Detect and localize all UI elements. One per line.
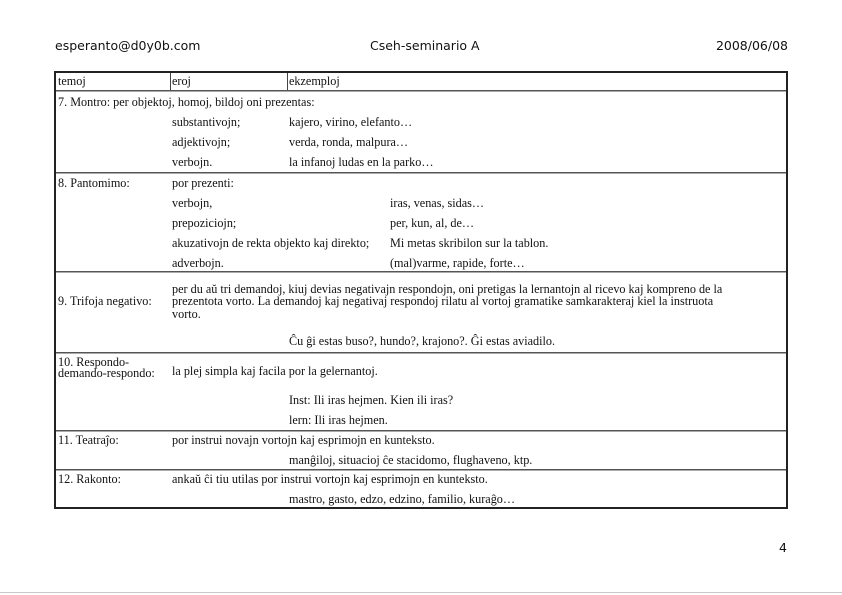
ero: adverbojn. xyxy=(172,256,224,270)
table-row-respondo-demando-respondo xyxy=(56,353,786,431)
ekzemplo: verda, ronda, malpura… xyxy=(289,135,409,149)
ekzemplo: lern: Ili iras hejmen. xyxy=(289,413,388,427)
section-description: ankaŭ ĉi tiu utilas por instrui vortojn kaj esprimojn en kunteksto. xyxy=(172,472,488,486)
ero: adjektivojn; xyxy=(172,135,231,149)
page-bottom-rule xyxy=(0,592,842,593)
section-title: 9. Trifoja negativo: xyxy=(58,294,152,308)
section-description: la plej simpla kaj facila por la gelernantoj. xyxy=(172,364,378,378)
ero: verbojn. xyxy=(172,155,213,169)
section-description: por instrui novajn vortojn kaj esprimojn en kunteksto. xyxy=(172,433,435,447)
ekzemplo: per, kun, al, de… xyxy=(390,216,475,230)
ekzemplo: mastro, gasto, edzo, edzino, familio, kuraĝo… xyxy=(289,492,516,506)
ekzemplo: la infanoj ludas en la parko… xyxy=(289,155,434,169)
description-line: prezentota vorto. La demandoj kaj negativaj respondoj rilatu al vortoj gramatike samkarakteraj kiel la instruota xyxy=(172,294,714,308)
description-line: per du aŭ tri demandoj, kiuj devias negativajn respondojn, oni pretigas la lernantojn al ricevo kaj kompreno de la xyxy=(172,282,723,296)
column-header-eroj: eroj xyxy=(172,74,191,88)
section-title: 12. Rakonto: xyxy=(58,472,121,486)
section-title-line: demando-respondo: xyxy=(58,366,155,380)
ekzemplo: Mi metas skribilon sur la tablon. xyxy=(390,236,549,250)
section-title-line: 10. Respondo- xyxy=(58,355,130,369)
section-title: 8. Pantomimo: xyxy=(58,176,130,190)
table-row-rakonto xyxy=(56,470,786,507)
header-title: Cseh-seminario A xyxy=(370,38,480,53)
ero: prepoziciojn; xyxy=(172,216,237,230)
ekzemplo: iras, venas, sidas… xyxy=(390,196,485,210)
lesson-table xyxy=(54,71,788,509)
ekzemplo: kajero, virino, elefanto… xyxy=(289,115,413,129)
header-date: 2008/06/08 xyxy=(715,38,788,53)
column-header-temoj: temoj xyxy=(58,74,86,88)
page-number: 4 xyxy=(779,540,787,555)
table-row-montro xyxy=(56,91,786,173)
ero: akuzativojn de rekta objekto kaj direkto; xyxy=(172,236,370,250)
table-header-row xyxy=(56,73,786,91)
section-title: 7. Montro: per objektoj, homoj, bildoj oni prezentas: xyxy=(58,95,315,109)
section-title: 11. Teatraĵo: xyxy=(58,433,119,447)
table-row-teatrajo xyxy=(56,431,786,470)
ekzemplo: Inst: Ili iras hejmen. Kien ili iras? xyxy=(289,393,454,407)
column-divider xyxy=(287,73,288,90)
description-line: vorto. xyxy=(172,307,201,321)
ero: substantivojn; xyxy=(172,115,241,129)
column-header-ekzemploj: ekzemploj xyxy=(289,74,340,88)
ekzemplo: manĝiloj, situacioj ĉe stacidomo, flughaveno, ktp. xyxy=(289,453,533,467)
table-row-pantomimo xyxy=(56,173,786,272)
ekzemplo: (mal)varme, rapide, forte… xyxy=(390,256,525,270)
section-intro: por prezenti: xyxy=(172,176,234,190)
ero: verbojn, xyxy=(172,196,213,210)
ekzemplo: Ĉu ĝi estas buso?, hundo?, krajono?. Ĝi estas aviadilo. xyxy=(289,334,556,348)
header-email: esperanto@d0y0b.com xyxy=(55,38,201,53)
table-row-trifoja-negativo xyxy=(56,272,786,353)
column-divider xyxy=(170,73,171,90)
